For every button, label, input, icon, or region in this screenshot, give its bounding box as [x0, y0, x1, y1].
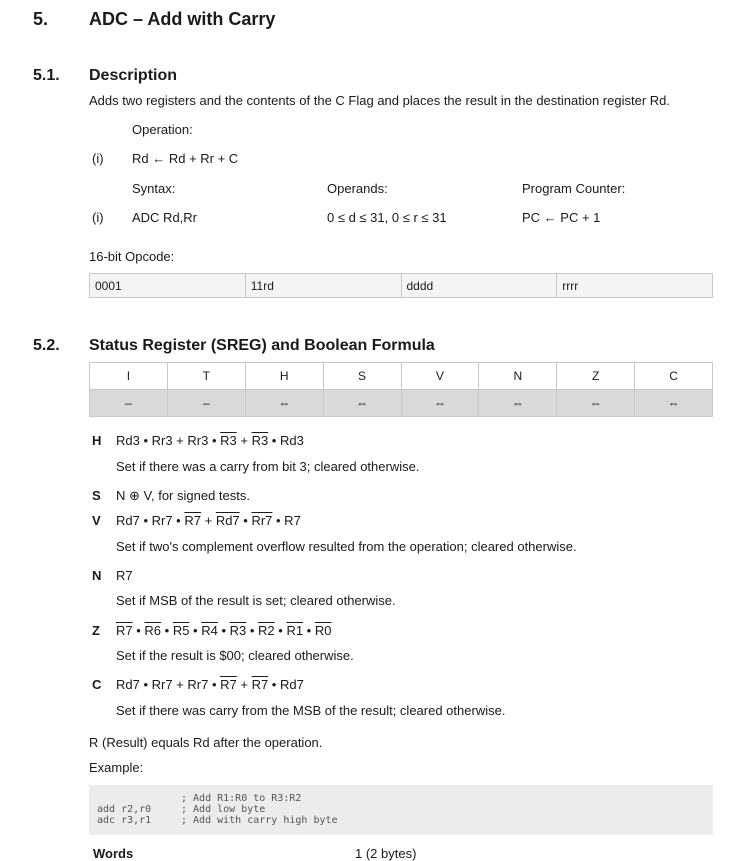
words-value: 1 (2 bytes) — [355, 846, 417, 861]
flag-n-description: Set if MSB of the result is set; cleared otherwise. — [116, 593, 396, 608]
section-number: 5. — [33, 9, 49, 29]
flag-n-formula: R7 — [116, 568, 133, 583]
opcode-table — [89, 273, 713, 298]
operands-label: Operands: — [327, 181, 388, 196]
opcode-cell: 0001 — [90, 274, 246, 297]
syntax-label: Syntax: — [132, 181, 176, 196]
flag-h-label: H — [92, 433, 102, 448]
operands-value: 0 ≤ d ≤ 31, 0 ≤ r ≤ 31 — [327, 210, 447, 225]
syntax-value: ADC Rd,Rr — [132, 210, 198, 225]
opcode-cell: rrrr — [562, 279, 579, 293]
sreg-value-cell: – — [90, 390, 168, 416]
sreg-flag-cell: H — [246, 363, 324, 389]
operation-label: Operation: — [132, 122, 193, 137]
flag-c-formula: Rd7 • Rr7 + Rr7 • R7 + R7 • Rd7 — [116, 677, 304, 692]
sreg-title: Status Register (SREG) and Boolean Formula — [89, 337, 435, 354]
sreg-number: 5.2. — [33, 337, 60, 354]
description-number: 5.1. — [33, 67, 60, 84]
flag-c-label: C — [92, 677, 102, 692]
sreg-value-cell: – — [168, 390, 246, 416]
flag-n-label: N — [92, 568, 102, 583]
sreg-table — [89, 362, 713, 417]
sreg-flag-cell: N — [479, 363, 557, 389]
program-counter-value: PC ← PC + 1 — [522, 210, 601, 225]
flag-s-formula: N ⊕ V, for signed tests. — [116, 488, 250, 503]
sreg-value-cell: ⇔ — [246, 390, 324, 416]
program-counter-label: Program Counter: — [522, 181, 626, 196]
code-comment: ; Add low byte — [181, 804, 266, 815]
opcode-cell: dddd — [402, 274, 558, 297]
description-title: Description — [89, 67, 178, 84]
flag-v-description: Set if two's complement overflow resulted from the operation; cleared otherwise. — [116, 539, 577, 554]
sreg-value-cell: ⇔ — [667, 396, 680, 410]
code-instruction: adc r3,r1 — [97, 815, 152, 826]
description-text: Adds two registers and the contents of the C Flag and places the result in the destination register Rd. — [89, 93, 670, 108]
flag-v-label: V — [92, 513, 101, 528]
sreg-flag-cell: T — [168, 363, 246, 389]
flag-h-formula: Rd3 • Rr3 + Rr3 • R3 + R3 • Rd3 — [116, 433, 304, 448]
sreg-flag-cell: V — [402, 363, 480, 389]
sreg-value-cell: ⇔ — [402, 390, 480, 416]
code-comment: ; Add R1:R0 to R3:R2 — [181, 793, 302, 804]
result-text: R (Result) equals Rd after the operation. — [89, 735, 323, 750]
sreg-value-cell: ⇔ — [324, 390, 402, 416]
flag-z-description: Set if the result is $00; cleared otherwise. — [116, 648, 354, 663]
sreg-flag-cell: C — [669, 369, 678, 383]
sreg-value-cell: ⇔ — [479, 390, 557, 416]
operation-index: (i) — [92, 151, 104, 166]
syntax-index: (i) — [92, 210, 104, 225]
sreg-flag-cell: S — [324, 363, 402, 389]
sreg-value-cell: ⇔ — [557, 390, 635, 416]
section-title: ADC – Add with Carry — [89, 9, 276, 29]
sreg-value-row — [90, 389, 712, 416]
sreg-flag-row — [90, 363, 712, 389]
flag-z-formula: R7 • R6 • R5 • R4 • R3 • R2 • R1 • R0 — [116, 623, 332, 638]
code-instruction: add r2,r0 — [97, 804, 152, 815]
code-example — [89, 785, 713, 835]
code-comment: ; Add with carry high byte — [181, 815, 338, 826]
sreg-flag-cell: I — [90, 363, 168, 389]
opcode-cell: 11rd — [246, 274, 402, 297]
flag-v-formula: Rd7 • Rr7 • R7 + Rd7 • Rr7 • R7 — [116, 513, 301, 528]
flag-s-label: S — [92, 488, 101, 503]
example-label: Example: — [89, 760, 144, 775]
operation-formula: Rd ← Rd + Rr + C — [132, 151, 239, 166]
sreg-flag-cell: Z — [557, 363, 635, 389]
words-label: Words — [93, 846, 134, 861]
flag-h-description: Set if there was a carry from bit 3; cleared otherwise. — [116, 459, 420, 474]
flag-z-label: Z — [92, 623, 100, 638]
opcode-label: 16-bit Opcode: — [89, 249, 175, 264]
flag-c-description: Set if there was carry from the MSB of the result; cleared otherwise. — [116, 703, 506, 718]
